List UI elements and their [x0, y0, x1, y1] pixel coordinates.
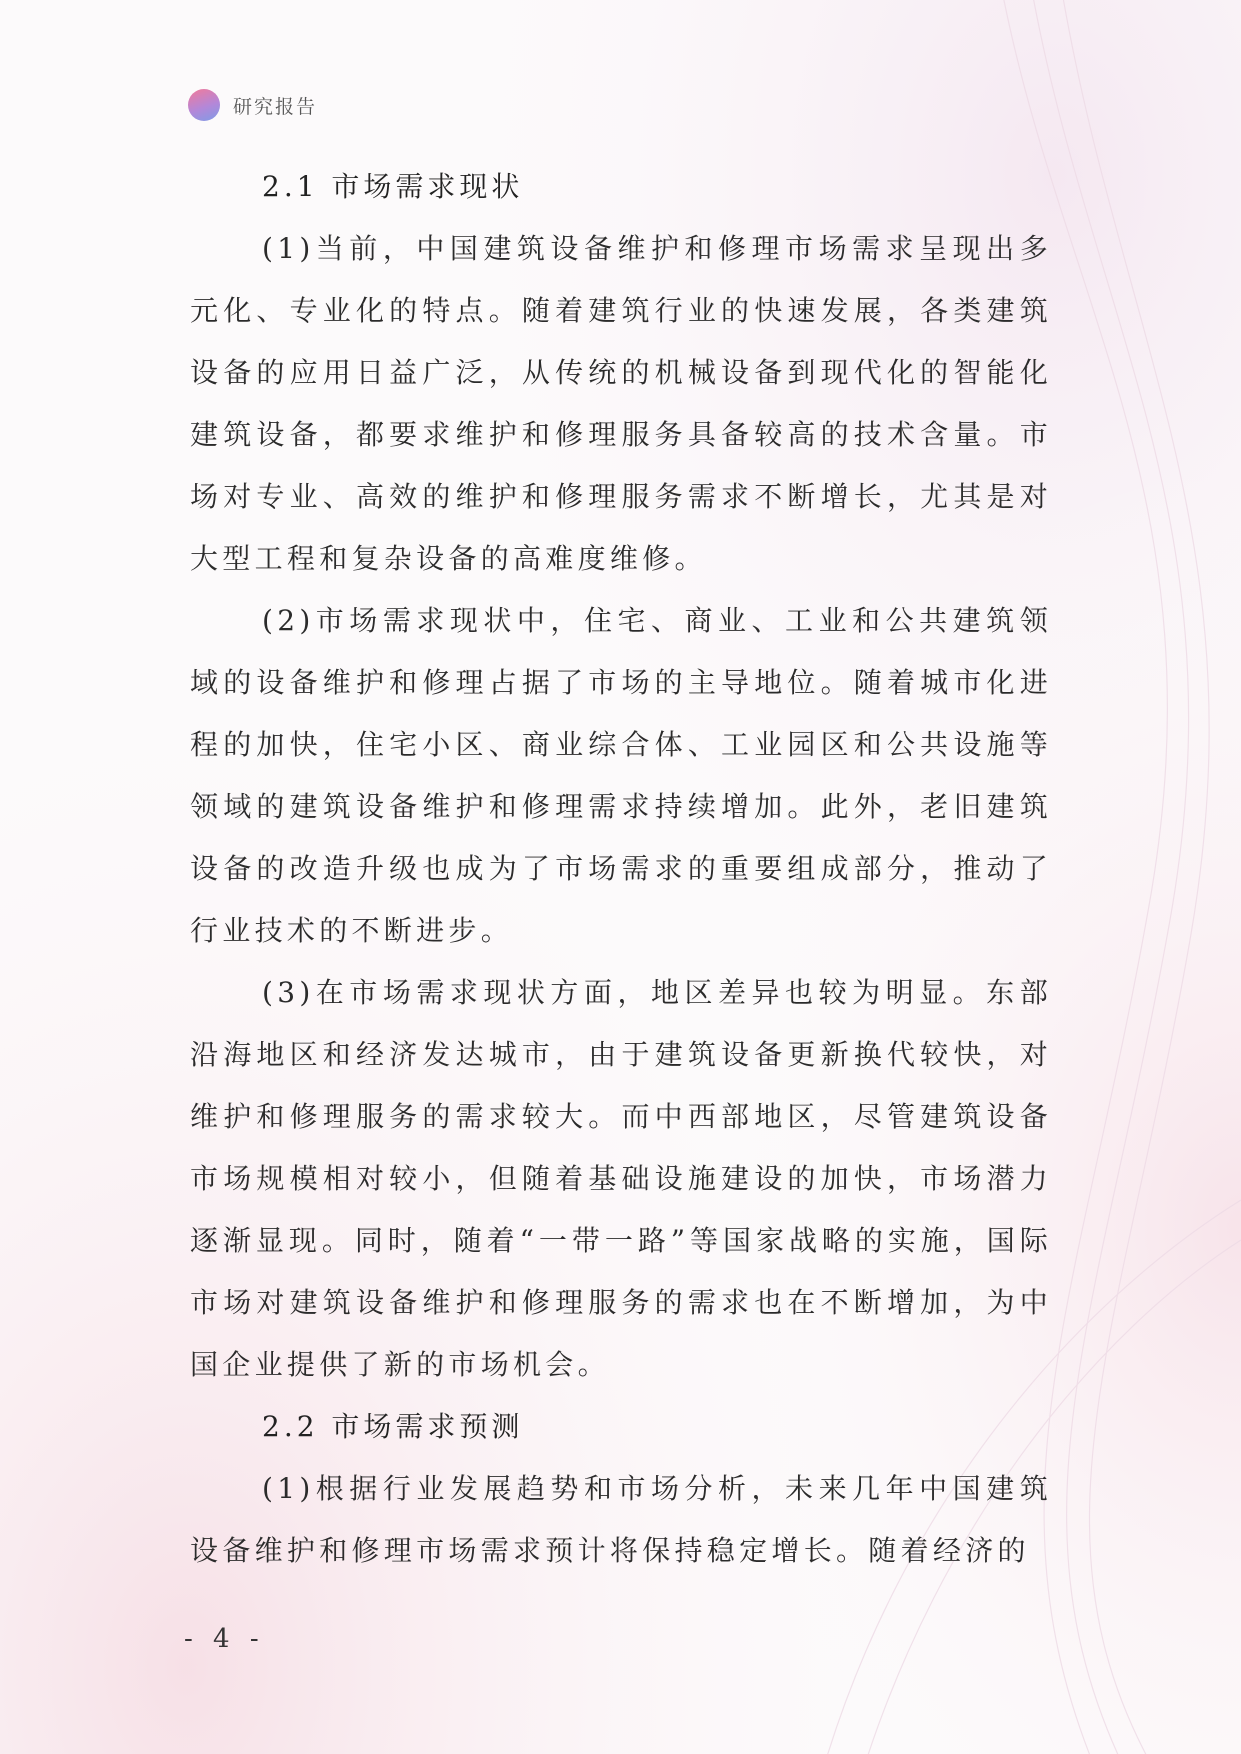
section-heading-2-1: 2.1 市场需求现状 — [262, 170, 524, 203]
paragraph-2-1-1: (1)当前，中国建筑设备维护和修理市场需求呈现出多元化、专业化的特点。随着建筑行业的快速发展，各类建筑设备的应用日益广泛，从传统的机械设备到现代化的智能化建筑设备，都要求维护和修理服务具备较高的技术含量。市场对专业、高效的维护和修理服务需求不断增长，尤其是对大型工程和复杂设备的高难度维修。 — [190, 232, 1052, 575]
paragraph-2-1-3: (3)在市场需求现状方面，地区差异也较为明显。东部沿海地区和经济发达城市，由于建筑设备更新换代较快，对维护和修理服务的需求较大。而中西部地区，尽管建筑设备市场规模相对较小，但随着基础设施建设的加快，市场潜力逐渐显现。同时，随着“一带一路”等国家战略的实施，国际市场对建筑设备维护和修理服务的需求也在不断增加，为中国企业提供了新的市场机会。 — [190, 976, 1052, 1381]
paragraph-2-2-1: (1)根据行业发展趋势和市场分析，未来几年中国建筑设备维护和修理市场需求预计将保持稳定增长。随着经济的 — [190, 1472, 1052, 1567]
report-header — [188, 88, 317, 122]
document-body — [190, 156, 1052, 1582]
page-number: - 4 - — [184, 1624, 265, 1654]
report-logo-icon — [188, 89, 220, 121]
section-heading-2-2: 2.2 市场需求预测 — [262, 1410, 524, 1443]
paragraph-2-1-2: (2)市场需求现状中，住宅、商业、工业和公共建筑领域的设备维护和修理占据了市场的主导地位。随着城市化进程的加快，住宅小区、商业综合体、工业园区和公共设施等领域的建筑设备维护和修理需求持续增加。此外，老旧建筑设备的改造升级也成为了市场需求的重要组成部分，推动了行业技术的不断进步。 — [190, 604, 1052, 947]
report-label: 研究报告 — [233, 95, 318, 118]
